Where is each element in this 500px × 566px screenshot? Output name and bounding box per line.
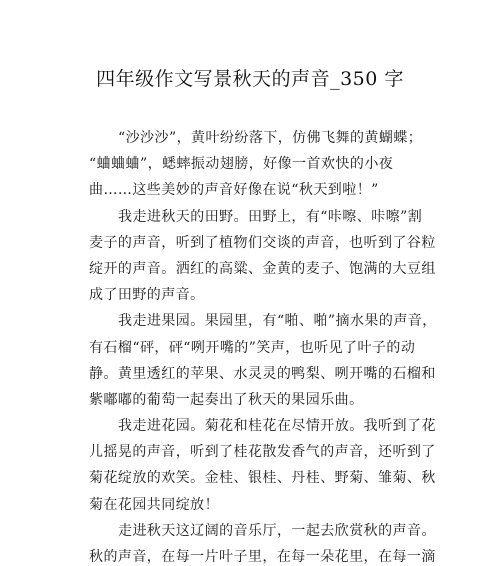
text-line: 静。黄里透红的苹果、水灵灵的鸭梨、咧开嘴的石榴和 <box>89 365 436 382</box>
text-line: 走进秋天这辽阔的音乐厅，一起去欣赏秋的声音。 <box>118 522 436 539</box>
text-line: 有石榴“砰，砰“咧开嘴的”笑声，也听见了叶子的动 <box>89 339 416 356</box>
text-line: 我走进秋天的田野。田野上，有“咔嚓、咔嚓”割 <box>118 208 423 225</box>
text-line: 成了田野的声音。 <box>89 287 205 304</box>
text-line: 绽开的声音。洒红的高粱、金黄的麦子、饱满的大豆组 <box>89 260 436 277</box>
text-line: 紫嘟嘟的葡萄一起奏出了秋天的果园乐曲。 <box>89 391 364 408</box>
text-line: 菊在花园共同绽放！ <box>89 496 220 513</box>
text-line: 儿摇晃的声音，听到了桂花散发香气的声音，还听到了 <box>89 444 436 461</box>
text-line: “蛐蛐蛐”，蟋蟀振动翅膀，好像一首欢快的小夜 <box>89 156 394 173</box>
text-line: 麦子的声音，听到了植物们交谈的声音，也听到了谷粒 <box>89 234 436 251</box>
text-line: 曲……这些美妙的声音好像在说“秋天到啦！” <box>89 182 379 199</box>
text-line: 菊花绽放的欢笑。金桂、银桂、丹桂、野菊、雏菊、秋 <box>89 470 436 487</box>
article-body <box>89 125 437 566</box>
text-line: “沙沙沙”，黄叶纷纷落下，仿佛飞舞的黄蝴蝶； <box>118 130 423 146</box>
text-line: 秋的声音，在每一片叶子里，在每一朵花里，在每一滴 <box>89 549 436 565</box>
text-line: 我走进花园。菊花和桂花在尽情开放。我听到了花 <box>118 418 436 435</box>
document-title: 四年级作文写景秋天的声音_350 字 <box>96 68 404 90</box>
text-line: 我走进果园。果园里，有“啪、啪”摘水果的声音， <box>118 313 437 330</box>
